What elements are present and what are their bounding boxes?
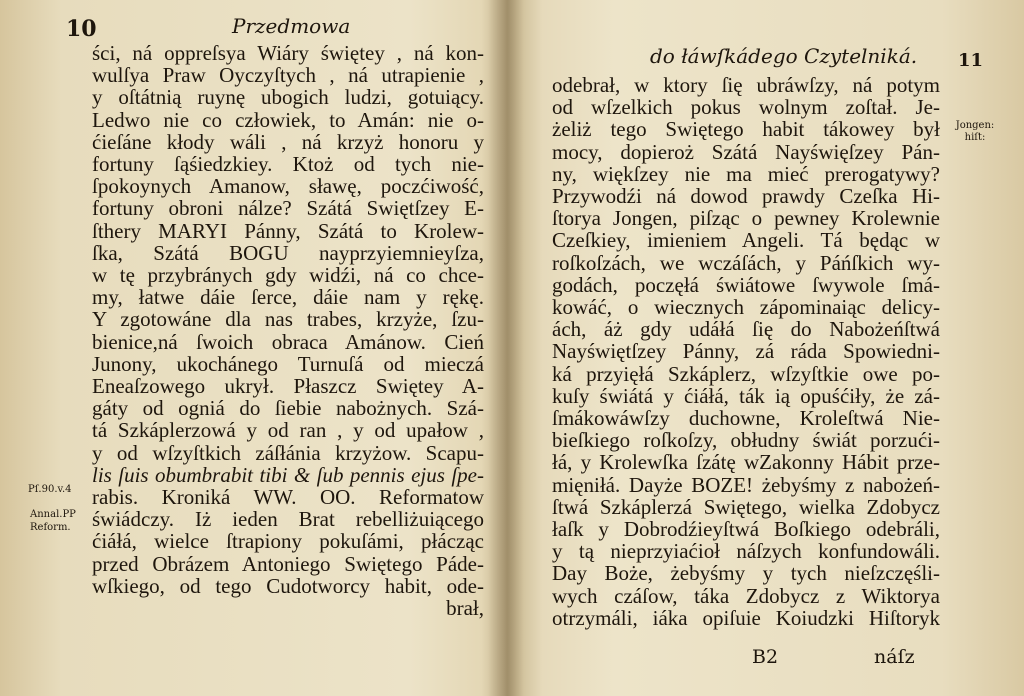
text-line: ſmákowáwſzy duchowne, Kroleſtwá Nie- [552, 406, 940, 431]
text-line: ſtwá Szkáplerzá Swiętego, wielka Zdobycz [552, 494, 940, 519]
text-line: odebrał, w ktory ſię ubráwſzy, ná potym [552, 73, 940, 97]
text-line: ćieſáne kłody wáli , ná krzyż honoru y [92, 129, 484, 154]
text-line: łá, y Krolewſka ſzátę wZakonny Hábit prze- [552, 450, 940, 475]
text-line: y tą nieprzyiaćioł náſzych konfundowáli. [552, 539, 940, 564]
margin-note-psalm: Pſ.90.v.4 [28, 484, 72, 495]
right-page [520, 0, 1024, 696]
text-line: od wſzelkich pokus wolnym zoſtał. Je- [552, 95, 940, 120]
text-line: mocy, dopieroż Szátá Nayświęſzey Pán- [552, 139, 940, 164]
text-line: wſkiego, od tego Cudotworcy habit, ode- [92, 573, 484, 598]
text-line: Przywodźi ná dowod prawdy Czeſka Hi- [552, 184, 940, 209]
text-line: ſthery MARYI Pánny, Szátá to Krolew- [92, 218, 484, 243]
text-line: żeliż tego Swiętego habit tákowey był [552, 117, 940, 142]
margin-note-annal: Annal.PP [30, 509, 76, 520]
text-line: wych czáſow, táka Zdobycz z Wiktorya [552, 583, 940, 608]
text-line: mięniłá. Dayże BOZE! żebyśmy z nabożeń- [552, 472, 940, 497]
text-line: godách, poczęłá świátowe ſwywole ſmá- [552, 272, 940, 297]
text-line: wulſya Praw Oyczyſtych , ná utrapienie , [92, 63, 484, 88]
text-line: y od wſzyſtkich záſłánia krzyżow. Scapu- [92, 440, 484, 465]
text-line: ſka, Szátá BOGU nayprzyiemnieyſza, [92, 240, 484, 265]
left-page [0, 0, 495, 696]
text-line: ſpokoynych Amanow, sławę, poczćiwość, [92, 174, 484, 199]
text-line: my, łatwe dáie ſerce, dáie nam y rękę. [92, 285, 484, 310]
text-line: Ledwo nie co człowiek, to Amán: nie o- [92, 107, 484, 132]
text-line: Y zgotowáne dla nas trabes, krzyże, ſzu- [92, 307, 484, 332]
text-line: rabis. Kroniká WW. OO. Reformatow [92, 485, 484, 510]
text-line: ách, áż gdy udáłá ſię do Nabożeńſtwá [552, 317, 940, 342]
text-line: ká przyięłá Szkáplerz, wſzyſtkie owe po- [552, 361, 940, 386]
text-line: ſtorya Jongen, piſząc o pewney Krolewnie [552, 206, 940, 231]
text-line: kuſy świátá y ćiáłá, ták ią opuśćiły, że zá- [552, 383, 940, 408]
text-line: kowáć, o wiecznych zápominaiąc delicy- [552, 295, 940, 320]
margin-note-jongen: Jongen: hiſt: [955, 120, 995, 143]
text-line: bienice,ná ſwoich obraca Amánow. Cień [92, 329, 484, 354]
text-line: ny, więkſzey nie ma mieć prerogatywy? [552, 161, 940, 186]
margin-note-reform: Reform. [30, 522, 71, 533]
text-line: tá Szkáplerzowá y od ran , y od upałow , [92, 418, 484, 443]
text-line: gáty od ogniá do ſiebie nabożnych. Szá- [92, 396, 484, 421]
left-page-number: 10 [66, 16, 97, 42]
text-line: Junony, ukochánego Turnuſá od mieczá [92, 351, 484, 376]
text-line-latin-quote: lis ſuis obumbrabit tibi & ſub pennis ejus ſpe- [92, 462, 484, 487]
text-line: Eneaſzowego ukrył. Płaszcz Swiętey A- [92, 374, 484, 399]
text-line: fortuny obroni nálze? Szátá Swiętſzey E- [92, 196, 484, 221]
text-line: y oſtátnią ruynę ubogich ludzi, gotuiący. [92, 85, 484, 110]
text-line: łaſk y Dobrodźieyſtwá Boſkiego odebráli, [552, 517, 940, 542]
text-line: przed Obrázem Antoniego Swiętego Páde- [92, 551, 484, 576]
right-running-header: do łáwſkádego Czytelniká. [650, 44, 918, 68]
text-line: ści, ná oppreſsya Wiáry świętey , ná kon- [92, 41, 484, 65]
text-line: brał, [446, 596, 484, 621]
text-line: roſkoſzách, we wczáſách, y Páńſkich wy- [552, 250, 940, 275]
text-line: Nayświętſzey Pánny, zá ráda Spowiedni- [552, 339, 940, 364]
left-body-text [92, 42, 484, 619]
text-line: świádczy. Iż ieden Brat rebelliżuiącego [92, 507, 484, 532]
text-line: bieſkiego roſkoſzy, obłudny świát porzući- [552, 428, 940, 453]
text-line: otrzymáli, iáka opiſuie Koiudzki Hiſtoryk [552, 605, 940, 630]
left-running-header: Przedmowa [232, 14, 351, 38]
signature-mark: B2 [752, 646, 779, 668]
right-body-text [552, 74, 940, 629]
text-line: Czeſkiey, imieniem Angeli. Tá będąc w [552, 228, 940, 253]
text-line: Day Boże, żebyśmy y tych nieſzczęśli- [552, 561, 940, 586]
right-page-number: 11 [958, 50, 984, 71]
text-line: ćiáłá, wielce ſtrapiony pokuſámi, płácząc [92, 529, 484, 554]
text-line: w tę przybránych gdy widźi, ná co chce- [92, 263, 484, 288]
catchword: náſz [874, 646, 915, 668]
text-line: fortuny ſąśiedzkiey. Ktoż od tych nie- [92, 152, 484, 177]
